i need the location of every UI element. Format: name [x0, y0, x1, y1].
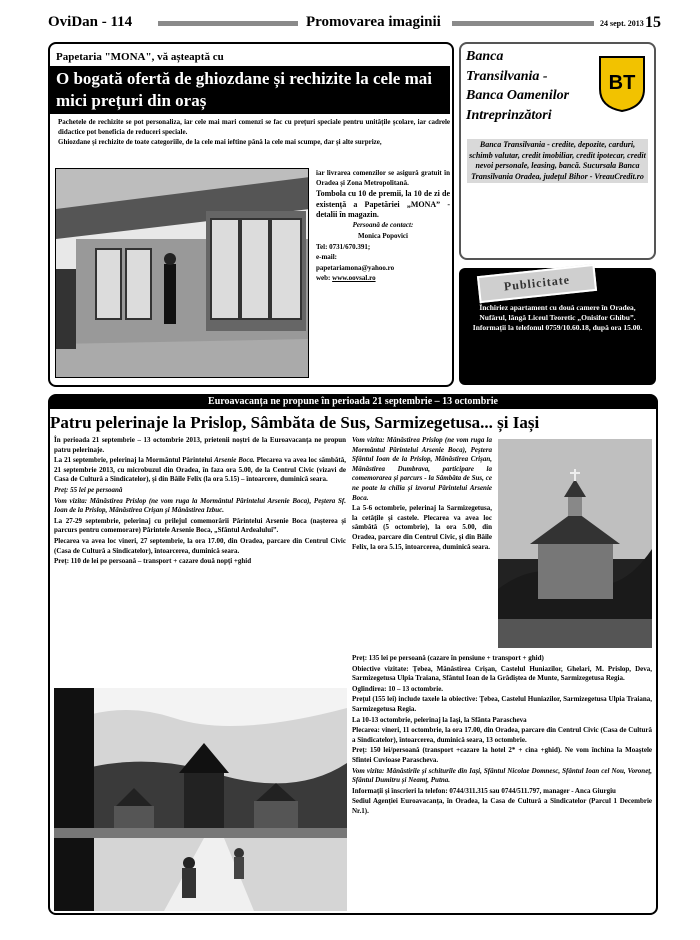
mona-kicker: Papetaria "MONA", vă așteaptă cu	[56, 51, 224, 63]
page-number: 15	[645, 14, 661, 31]
issue-date: 24 sept. 2013	[600, 19, 644, 28]
pel-p2c: Plecarea va avea loc sâmbătă, 21 septembrie 2013, cu microbuzul din Oradea, în faza ora 5.00, de la Centrul Civic (vizavi de Casa de Cultură a Sindicatelor), și din Băile Felix (la ora 5.15) – întoarcere, duminică seara.	[54, 456, 346, 484]
pilgrimage-col-right	[352, 654, 652, 818]
pel-mid-2: La 5-6 octombrie, pelerinaj la Sarmizegetusa, la cetățile și castele. Plecarea va avea loc sâmbătă (5 octombrie), la ora 5.00, din Oradea, parcare din Centrul Civic, și din Băile Felix, la ora 5.15, întoarcerea, duminică seara.	[352, 504, 492, 551]
mona-email[interactable]: papetariamona@yahoo.ro	[316, 263, 395, 272]
pilgrimage-col-left	[54, 436, 346, 568]
pilgrimage-headline: Patru pelerinaje la Prislop, Sâmbăta de Sus, Sarmizegetusa... și Iași	[50, 413, 540, 432]
pel-r7: Preț: 150 lei/persoană (transport +cazare la hotel 2* + cina +ghid). Ne vom închina la Moaștele Sfintei Cuvioase Parascheva.	[352, 746, 652, 764]
pel-price-2: Preț: 110 de lei pe persoană – transport + cazare două nopți +ghid	[54, 557, 252, 566]
section-title: Promovarea imaginii	[306, 14, 441, 30]
pilgrimage-col-mid	[352, 436, 492, 553]
pel-r1: Preț: 135 lei pe persoană (cazare în pensiune + transport + ghid)	[352, 654, 544, 662]
mona-intro	[58, 118, 450, 149]
page-header	[48, 14, 661, 36]
monastery-photo	[54, 688, 347, 911]
masthead: OviDan - 114	[48, 14, 133, 30]
bt-logo	[598, 55, 646, 113]
mona-tombola: Tombola cu 10 de premii, la 10 de zi de existență a Papetăriei „MONA” - detalii în magazin.	[316, 189, 450, 219]
pel-r6: Plecarea: vineri, 11 octombrie, la ora 17.00, din Oradea, parcare din Centrul Civic (Casa de Cultură a Sindicatelor), întoarcerea, duminică seara, 13 octombrie.	[352, 726, 652, 744]
mona-web-link[interactable]: www.oovsal.ro	[332, 274, 376, 283]
pel-r4: Prețul (155 lei) include taxele la obiective: Țebea, Castelul Huniazilor, Sarmizegetusa Ulpia Traiana, Sarmizegetusa Regia.	[352, 695, 652, 713]
mona-intro-p1: Pachetele de rechizite se pot personaliza, iar cele mai mari comenzi se fac cu prețuri speciale pentru unitățile școlare, iar cadrele didactice pot beneficia de reduceri speciale.	[58, 118, 450, 136]
pel-p2b: Arsenie Boca.	[214, 456, 255, 465]
pel-r8: Vom vizita: Mânăstirile și schiturile din Iași, Sfântul Nicolae Domnesc, Sfântul Ioan cel Nou, Voroneț, Sfântul Dumitru și Neamț, Putna.	[352, 766, 652, 785]
pel-p3: La 27-29 septembrie, pelerinaj cu prilejul comemorării Părintelui Arsenie Boca (nașterea și parcurs pentru comemorare) Părintele Arsenie Boca, „Sfântul Ardealului”.	[54, 516, 346, 535]
pel-mid-1: Vom vizita: Mânăstirea Prislop (ne vom ruga la Mormântul Părintelui Arsenie Boca), Peștera Sfântul Ioan de la Prislop, Mânăstirea Crișan, Mânăstirea Dumbrava, participare la comemorarea și parcurs - la Sâmbăta de Sus, ce ne poate la chilia și izvorul Părintelui Arsenie Boca.	[352, 436, 492, 502]
mona-phone: Tel: 0731/670.391;	[316, 242, 371, 251]
mona-contact-name: Monica Popovici	[358, 232, 408, 240]
pel-r9: Informații și înscrieri la telefon: 0744/311.315 sau 0744/511.797, manager - Anca Giurgiu	[352, 786, 616, 795]
pel-r2: Obiective vizitate: Țebea, Mânăstirea Crișan, Castelul Huniazilor, Ghelari, M. Prislop, Deva, Sarmizegetusa Ulpia Traiana, Sfântul Ioan de la Grădiștea de Munte, Sarmizegetusa Regia.	[352, 664, 652, 683]
pel-r10: Sediul Agenției Euroavacanța, în Oradea, la Casa de Cultură a Sindicatelor (Parcul 1 Decembrie Nr.1).	[352, 797, 652, 815]
mona-web-label: web:	[316, 274, 331, 283]
pel-visit-1: Vom vizita: Mânăstirea Prislop (ne vom ruga la Mormântul Părintelui Arsenie Boca), Peștera Sf. Ioan de la Prislop, Mânăstirea Crișan și Mânăstirea Izbuc.	[54, 496, 346, 515]
pel-r3: Oglindirea: 10 – 13 octombrie.	[352, 684, 444, 693]
pel-p2a: La 21 septembrie, pelerinaj la Mormântul Părintelui	[54, 456, 213, 465]
bank-title	[466, 47, 596, 125]
pel-p4: Plecarea va avea loc vineri, 27 septembrie, la ora 17.00, din Oradea, parcare din Centrul Civic (Casa de Cultură a Sindicatelor), întoarcerea, duminică seara.	[54, 536, 346, 555]
bt-logo-text: BT	[608, 72, 636, 94]
mona-contact-label: Persoană de contact:	[352, 221, 414, 230]
pel-price-1: Preț: 55 lei pe persoană	[54, 485, 123, 494]
classified-ad-text	[466, 303, 649, 333]
header-rule-left	[158, 21, 298, 26]
mona-shop-photo	[55, 168, 309, 378]
bank-title-line3: Banca Oamenilor	[466, 88, 570, 103]
bank-title-line4: Intreprinzători	[466, 107, 552, 123]
pel-p1: În perioada 21 septembrie – 13 octombrie 2013, prietenii noștri de la Euroavacanța ne propun patru pelerinaje.	[54, 436, 346, 454]
classified-ad-body: Închiriez apartament cu două camere în Oradea, Nufărul, lângă Liceul Teoretic „Onisifor Ghibu”.	[479, 303, 636, 322]
pilgrimage-kicker: Euroavacanța ne propune în perioada 21 septembrie – 13 octombrie	[48, 395, 658, 409]
mona-email-label: e-mail:	[316, 253, 337, 262]
mona-side-text	[316, 169, 450, 285]
mona-intro-p2: Ghiozdane și rechizite de toate categoriile, de la cele mai ieftine până la cele mai scumpe, dar și alte surprize,	[58, 138, 382, 147]
header-rule-right	[452, 21, 594, 26]
publicitate-sign: Publicitate	[477, 264, 597, 303]
church-photo	[498, 439, 652, 648]
bank-description: Banca Transilvania - credite, depozite, carduri, schimb valutar, credit imobiliar, credit ipotecar, credit nevoi personale, leasing, bancă. Sucursala Banca Transilvania Oradea, județul Bihor - VreauCredit.ro	[467, 139, 648, 183]
classified-ad-contact: Informații la telefonul 0759/10.60.18, după ora 15.00.	[472, 323, 643, 332]
mona-headline: O bogată ofertă de ghiozdane și rechizite la cele mai mici prețuri din oraș	[50, 66, 450, 114]
mona-side-p1: iar livrarea comenzilor se asigură gratuit în Oradea și Zona Metropolitană.	[316, 169, 450, 187]
bank-title-line1: Banca	[466, 49, 504, 64]
bank-title-line2: Transilvania -	[466, 68, 548, 84]
pel-r5: La 10-13 octombrie, pelerinaj la Iași, la Sfânta Parascheva	[352, 715, 527, 724]
